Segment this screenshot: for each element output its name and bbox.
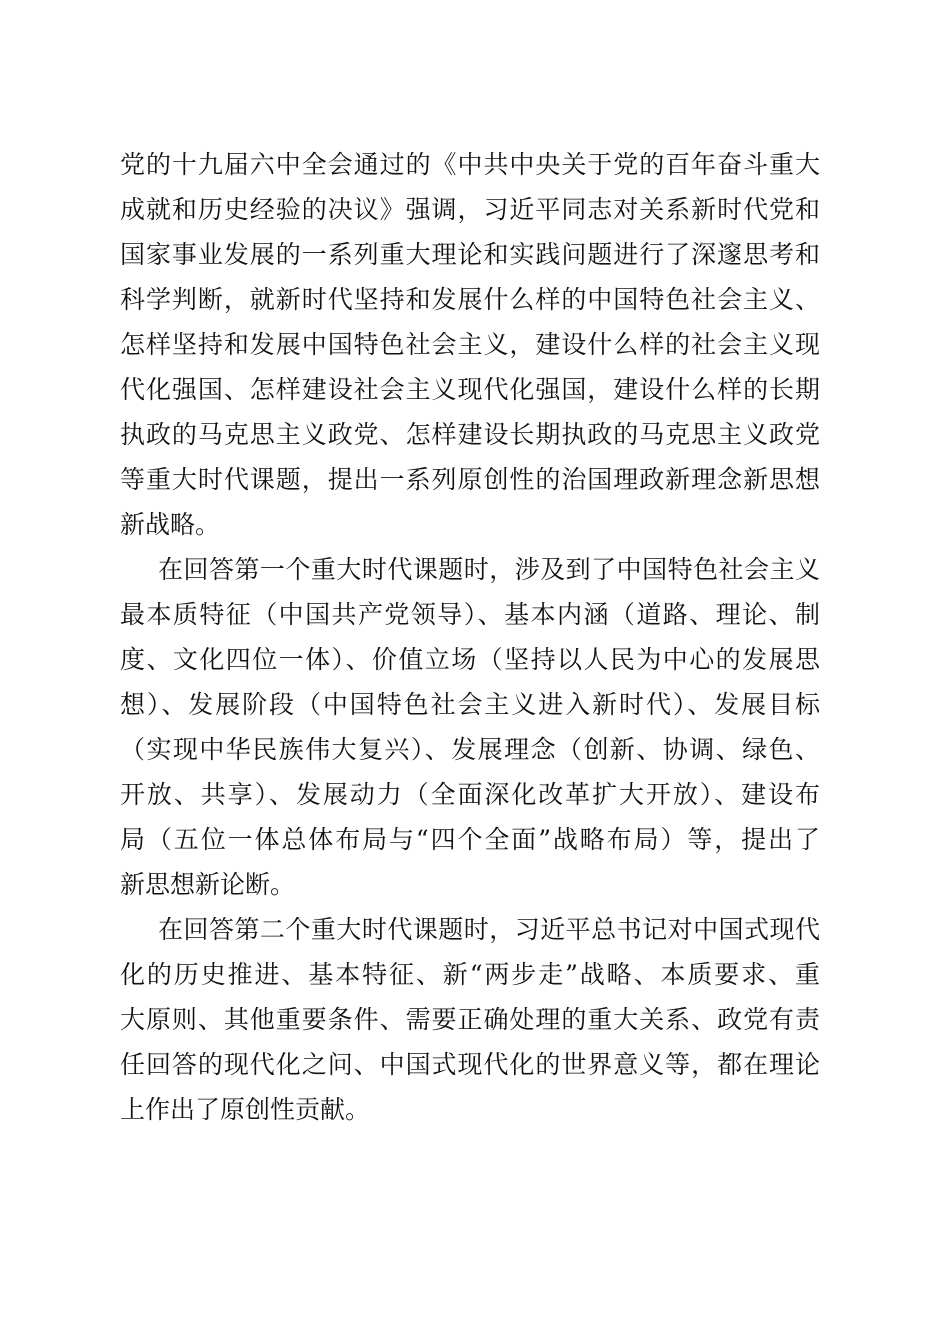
text-line: 新战略。: [120, 510, 221, 539]
text-line: 最本质特征（中国共产党领导）、基本内涵（道路、理论、制: [120, 600, 820, 629]
text-line: 局（五位一体总体布局与“四个全面”战略布局）等，提出了: [120, 825, 820, 854]
text-line: 想）、发展阶段（中国特色社会主义进入新时代）、发展目标: [120, 690, 820, 719]
text-line: 成就和历史经验的决议》强调，习近平同志对关系新时代党和: [120, 195, 820, 224]
text-line: 新思想新论断。: [120, 870, 296, 899]
text-line: 党的十九届六中全会通过的《中共中央关于党的百年奋斗重大: [120, 150, 820, 179]
text-line: 在回答第二个重大时代课题时，习近平总书记对中国式现代: [158, 915, 820, 944]
text-line: 化的历史推进、基本特征、新“两步走”战略、本质要求、重: [120, 960, 820, 989]
text-line: 科学判断，就新时代坚持和发展什么样的中国特色社会主义、: [120, 285, 820, 314]
text-line: 在回答第一个重大时代课题时，涉及到了中国特色社会主义: [158, 555, 820, 584]
paragraph-2: [120, 547, 820, 907]
text-line: 国家事业发展的一系列重大理论和实践问题进行了深邃思考和: [120, 240, 820, 269]
text-line: 大原则、其他重要条件、需要正确处理的重大关系、政党有责: [120, 1005, 820, 1034]
paragraph-1: [120, 142, 820, 547]
text-line: 等重大时代课题，提出一系列原创性的治国理政新理念新思想: [120, 465, 820, 494]
text-line: 度、文化四位一体）、价值立场（坚持以人民为中心的发展思: [120, 645, 820, 674]
text-line: 执政的马克思主义政党、怎样建设长期执政的马克思主义政党: [120, 420, 820, 449]
text-line: 上作出了原创性贡献。: [120, 1095, 371, 1124]
text-line: 怎样坚持和发展中国特色社会主义，建设什么样的社会主义现: [120, 330, 820, 359]
document-body: [120, 142, 820, 1132]
paragraph-3: [120, 907, 820, 1132]
text-line: 任回答的现代化之问、中国式现代化的世界意义等，都在理论: [120, 1050, 820, 1079]
text-line: 开放、共享）、发展动力（全面深化改革扩大开放）、建设布: [120, 780, 820, 809]
text-line: 代化强国、怎样建设社会主义现代化强国，建设什么样的长期: [120, 375, 820, 404]
text-line: （实现中华民族伟大复兴）、发展理念（创新、协调、绿色、: [120, 735, 820, 764]
